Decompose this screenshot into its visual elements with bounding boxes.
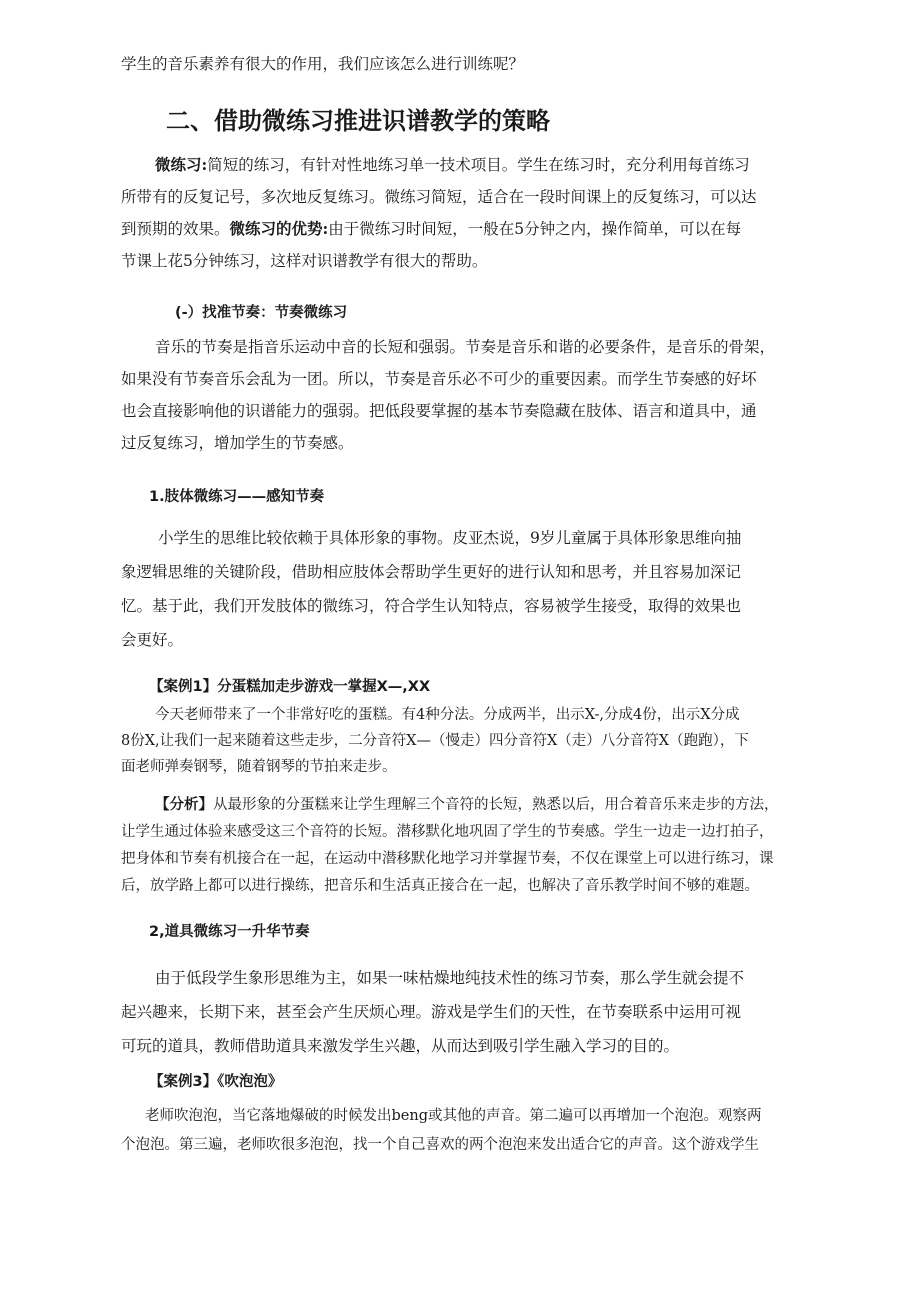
case-heading: 【案例3】《吹泡泡》	[149, 1074, 283, 1090]
case-heading: 【案例1】分蛋糕加走步游戏一掌握X—,XX	[149, 679, 431, 695]
subsection-heading: 2,道具微练习一升华节奏	[149, 924, 310, 940]
text-span: 由于微练习时间短，一般在5分钟之内，操作简单，可以在每	[328, 220, 742, 238]
paragraph-line: 音乐的节奏是指音乐运动中音的长短和强弱。节奏是音乐和谐的必要条件，是音乐的骨架，	[155, 338, 776, 356]
paragraph-line: 会更好。	[121, 631, 184, 649]
paragraph-line: 让学生通过体验来感受这三个音符的长短。潜移默化地巩固了学生的节奏感。学生一边走一边打拍子，	[121, 824, 774, 840]
term-label: 微练习:	[155, 155, 208, 174]
paragraph-line: 由于低段学生象形思维为主，如果一味枯燥地纯技术性的练习节奏，那么学生就会提不	[155, 969, 745, 987]
paragraph-line: 把身体和节奏有机接合在一起，在运动中潜移默化地学习并掌握节奏，不仅在课堂上可以进行练习，课	[121, 851, 774, 867]
paragraph-line: 老师吹泡泡，当它落地爆破的时候发出beng或其他的声音。第二遍可以再增加一个泡泡。观察两	[145, 1108, 762, 1124]
paragraph-line: 忆。基于此，我们开发肢体的微练习，符合学生认知特点，容易被学生接受，取得的效果也	[121, 597, 742, 615]
paragraph-line: 个泡泡。第三遍，老师吹很多泡泡，找一个自己喜欢的两个泡泡来发出适合它的声音。这个游戏学生	[121, 1137, 759, 1153]
section-heading: 二、借助微练习推进识谱教学的策略	[166, 107, 550, 135]
paragraph-line	[155, 795, 779, 815]
paragraph-line: 如果没有节奏音乐会乱为一团。所以，节奏是音乐必不可少的重要因素。而学生节奏感的好坏	[121, 370, 757, 388]
paragraph-line: 所带有的反复记号，多次地反复练习。微练习简短，适合在一段时间课上的反复练习，可以达	[121, 188, 757, 206]
paragraph-line: 今天老师带来了一个非常好吃的蛋糕。有4种分法。分成两半，出示X-,分成4份，出示X分成	[155, 707, 740, 723]
paragraph-line	[121, 219, 741, 239]
paragraph-line: 8份X,让我们一起来随着这些走步，二分音符X—（慢走）四分音符X（走）八分音符X（跑跑），下	[121, 733, 749, 749]
paragraph-line: 起兴趣来，长期下来，甚至会产生厌烦心理。游戏是学生们的天性，在节奏联系中运用可视	[121, 1003, 742, 1021]
subsection-heading: (-）找准节奏：节奏微练习	[175, 305, 348, 321]
term-label: 微练习的优势:	[229, 219, 329, 238]
paragraph-line: 小学生的思维比较依赖于具体形象的事物。皮亚杰说，9岁儿童属于具体形象思维向抽	[158, 529, 742, 547]
paragraph-line: 学生的音乐素养有很大的作用，我们应该怎么进行训练呢？	[121, 55, 525, 73]
paragraph-line: 面老师弹奏钢琴，随着钢琴的节拍来走步。	[121, 759, 397, 775]
paragraph-line: 可玩的道具，教师借助道具来激发学生兴趣，从而达到吸引学生融入学习的目的。	[121, 1037, 680, 1055]
text-span: 简短的练习，有针对性地练习单一技术项目。学生在练习时，充分利用每首练习	[207, 156, 750, 174]
subsection-heading: 1.肢体微练习——感知节奏	[149, 489, 325, 505]
paragraph-line: 过反复练习，增加学生的节奏感。	[121, 434, 354, 452]
paragraph-line: 节课上花5分钟练习，这样对识谱教学有很大的帮助。	[121, 252, 488, 270]
paragraph-line: 也会直接影响他的识谱能力的强弱。把低段要掌握的基本节奏隐藏在肢体、语言和道具中，通	[121, 402, 757, 420]
text-span: 从最形象的分蛋糕来让学生理解三个音符的长短，熟悉以后，用合着音乐来走步的方法，	[213, 797, 779, 813]
paragraph-line: 象逻辑思维的关键阶段，借助相应肢体会帮助学生更好的进行认知和思考，并且容易加深记	[121, 563, 742, 581]
paragraph-line: 后，放学路上都可以进行操练，把音乐和生活真正接合在一起，也解决了音乐教学时间不够的难题。	[121, 878, 759, 894]
paragraph-line	[155, 155, 750, 175]
term-label: 【分析】	[155, 796, 213, 813]
text-span: 到预期的效果。	[121, 220, 230, 238]
